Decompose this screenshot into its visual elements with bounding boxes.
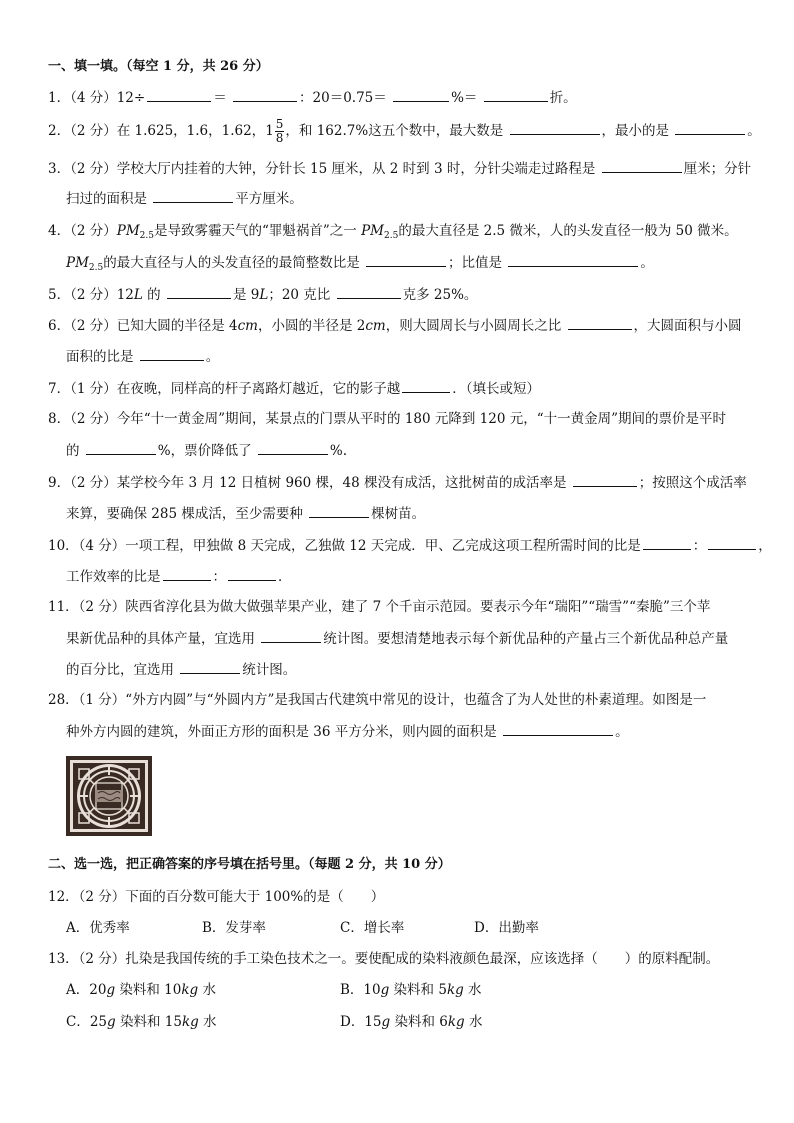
question-10-cont: 工作效率的比是 ： ． <box>66 566 292 587</box>
blank[interactable] <box>261 628 321 643</box>
blank[interactable] <box>167 284 231 299</box>
question-4: 4．（2 分）$PM_{2.5}$是导致雾霾天气的“罪魁祸首”之一 $PM_{2.5}$的最大直径是 2.5 微米，人的头发直径一般为 50 微米。 <box>48 223 738 241</box>
question-9-cont: 来算，要确保 285 棵成活，至少需要种 棵树苗。 <box>66 503 425 524</box>
option-a[interactable]: A．20g 染料和 10kg 水 <box>66 982 216 998</box>
blank[interactable] <box>484 87 548 102</box>
question-28: 28．（1 分）“外方内圆”与“外圆内方”是我国古代建筑中常见的设计，也蕴含了为人处世的朴素道理。如图是一 <box>48 692 707 708</box>
blank[interactable] <box>573 472 637 487</box>
question-12: 12．（2 分）下面的百分数可能大于 100%的是（ ） <box>48 889 385 905</box>
blank[interactable] <box>510 120 600 135</box>
option-d[interactable]: D．出勤率 <box>474 920 539 936</box>
question-28-cont: 种外方内圆的建筑，外面正方形的面积是 36 平方分米，则内圆的面积是 。 <box>66 721 629 742</box>
blank[interactable] <box>337 284 401 299</box>
question-11-cont2: 的百分比，宜选用 统计图。 <box>66 659 296 680</box>
outer-square-inner-circle-image <box>66 756 152 836</box>
blank[interactable] <box>309 503 369 518</box>
blank[interactable] <box>233 87 297 102</box>
question-11: 11．（2 分）陕西省淳化县为做大做强苹果产业，建了 7 个千亩示范园。要表示今年“瑞阳”“瑞雪”“秦脆”三个苹 <box>48 599 711 615</box>
question-2: 2．（2 分）在 1.625，1.6，1.62，1 $\frac{5}{8}$ ，和 162.7%这五个数中，最大数是 ，最小的是 。 <box>48 117 761 145</box>
question-8-cont: 的 %，票价降低了 %. <box>66 440 347 461</box>
option-c[interactable]: C．增长率 <box>340 920 405 936</box>
option-a[interactable]: A．优秀率 <box>66 920 130 936</box>
blank[interactable] <box>508 252 638 267</box>
lattice-window-icon <box>66 756 152 836</box>
blank[interactable] <box>258 440 328 455</box>
blank[interactable] <box>503 721 613 736</box>
blank[interactable] <box>86 440 156 455</box>
blank[interactable] <box>675 120 745 135</box>
blank[interactable] <box>153 188 233 203</box>
blank[interactable] <box>366 252 446 267</box>
question-11-cont: 果新优品种的具体产量，宜选用 统计图。要想清楚地表示每个新优品种的产量占三个新优品种总产量 <box>66 628 728 649</box>
blank[interactable] <box>163 566 211 581</box>
blank[interactable] <box>402 378 450 393</box>
mixed-fraction: 1 $\frac{5}{8}$ <box>265 117 284 145</box>
question-4-cont: $PM_{2.5}$的最大直径与人的头发直径的最简整数比是 ；比值是 。 <box>66 252 654 278</box>
option-c[interactable]: C．25g 染料和 15kg 水 <box>66 1014 217 1030</box>
option-d[interactable]: D．15g 染料和 6kg 水 <box>340 1014 483 1030</box>
blank[interactable] <box>147 87 211 102</box>
section-2-title: 二、选一选，把正确答案的序号填在括号里。（每题 2 分，共 10 分） <box>48 857 451 872</box>
option-b[interactable]: B．发芽率 <box>202 920 266 936</box>
question-8: 8．（2 分）今年“十一黄金周”期间，某景点的门票从平时的 180 元降到 120 元，“十一黄金周”期间的票价是平时 <box>48 411 727 427</box>
question-7: 7．（1 分）在夜晚，同样高的杆子离路灯越近，它的影子越 ．（填长或短） <box>48 378 540 399</box>
blank[interactable] <box>228 566 276 581</box>
question-6: 6．（2 分）已知大圆的半径是 4cm，小圆的半径是 2cm，则大圆周长与小圆周长之比 ，大圆面积与小圆 <box>48 315 742 336</box>
question-9: 9．（2 分）某学校今年 3 月 12 日植树 960 棵，48 棵没有成活，这批树苗的成活率是 ；按照这个成活率 <box>48 472 747 493</box>
question-1: 1．（4 分）12÷ ＝ ：20＝0.75＝ %＝ 折。 <box>48 87 577 108</box>
blank[interactable] <box>602 158 682 173</box>
blank[interactable] <box>568 315 632 330</box>
question-3-cont: 扫过的面积是 平方厘米。 <box>66 188 303 209</box>
section-1-title: 一、填一填。（每空 1 分，共 26 分） <box>48 59 269 74</box>
question-5: 5．（2 分）12L 的 是 9L；20 克比 克多 25%。 <box>48 284 477 305</box>
question-3: 3．（2 分）学校大厅内挂着的大钟，分针长 15 厘米，从 2 时到 3 时，分针尖端走过路程是 厘米；分针 <box>48 158 751 179</box>
blank[interactable] <box>708 535 756 550</box>
option-b[interactable]: B．10g 染料和 5kg 水 <box>340 982 482 998</box>
blank[interactable] <box>180 659 240 674</box>
question-13: 13．（2 分）扎染是我国传统的手工染色技术之一。要使配成的染料液颜色最深，应该选择（ ）的原料配制。 <box>48 951 720 967</box>
blank[interactable] <box>393 87 449 102</box>
question-10: 10．（4 分）一项工程，甲独做 8 天完成，乙独做 12 天完成．甲、乙完成这项工程所需时间的比是 ： ， <box>48 535 772 556</box>
blank[interactable] <box>140 346 204 361</box>
question-6-cont: 面积的比是 。 <box>66 346 219 367</box>
blank[interactable] <box>643 535 691 550</box>
